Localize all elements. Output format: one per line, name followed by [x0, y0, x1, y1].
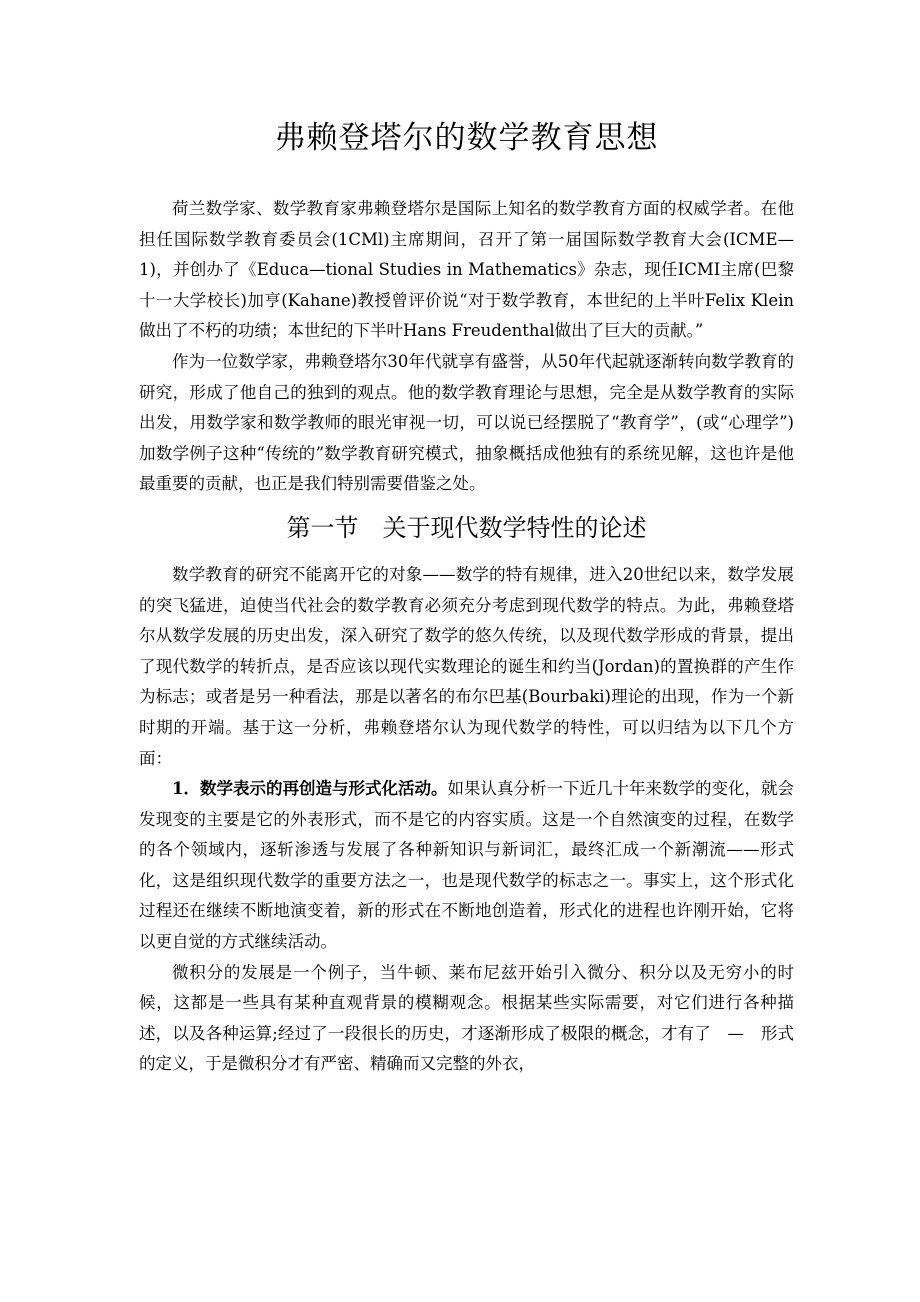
section-paragraph-1: 数学教育的研究不能离开它的对象——数学的特有规律，进入20世纪以来，数学发展的突飞猛进，迫使当代社会的数学教育必须充分考虑到现代数学的特点。为此，弗赖登塔尔从数学发展的历史出发，深入研究了数学的悠久传统，以及现代数学形成的背景，提出了现代数学的转折点，是否应该以现代实数理论的诞生和约当(Jordan)的置换群的产生作为标志；或者是另一种看法，那是以著名的布尔巴基(Bourbaki)理论的出现，作为一个新时期的开端。基于这一分析，弗赖登塔尔认为现代数学的特性，可以归结为以下几个方面： — [139, 564, 794, 768]
document-title: 弗赖登塔尔的数学教育思想 — [274, 120, 659, 156]
section-heading: 第一节 关于现代数学特性的论述 — [286, 513, 647, 542]
point-1-body: 如果认真分析一下近几十年来数学的变化，就会发现变的主要是它的外表形式，而不是它的内容实质。这是一个自然演变的过程，在数学的各个领域内，逐斩渗透与发展了各种新知识与新词汇，最终汇成一个新潮流——形式化，这是组织现代数学的重要方法之一，也是现代数学的标志之一。事实上，这个形式化过程还在继续不断地演变着，新的形式在不断地创造着，形式化的进程也许刚开始，它将以更自觉的方式继续活动。 — [139, 779, 795, 952]
section-point-1 — [139, 774, 794, 958]
intro-paragraph-1: 荷兰数学家、数学教育家弗赖登塔尔是国际上知名的数学教育方面的权威学者。在他担任国际数学教育委员会(1CMl)主席期间，召开了第一届国际数学教育大会(ICME—1)，并创办了《Educa—tional Studies in Mathematics》杂志，现任ICMI主席(巴黎十一大学校长)加亨(Kahane)教授曾评价说“对于数学教育，本世纪的上半叶Felix Klein做出了不朽的功绩；本世纪的下半叶Hans Freudenthal做出了巨大的贡献。” — [139, 199, 794, 341]
intro-paragraph-2: 作为一位数学家，弗赖登塔尔30年代就享有盛誉，从50年代起就逐渐转向数学教育的研究，形成了他自己的独到的观点。他的数学教育理论与思想，完全是从数学教育的实际出发，用数学家和数学教师的眼光审视一切，可以说已经摆脱了“教育学”，(或“心理学”)加数学例子这种“传统的”数学教育研究模式，抽象概括成他独有的系统见解，这也许是他最重要的贡献，也正是我们特别需要借鉴之处。 — [139, 351, 794, 494]
section-paragraph-3: 微积分的发展是一个例子，当牛顿、莱布尼兹开始引入微分、积分以及无穷小的时候，这都是一些具有某种直观背景的模糊观念。根据某些实际需要，对它们进行各种描述，以及各种运算;经过了一段很长的历史，才逐渐形成了极限的概念，才有了 — 形式的定义，于是微积分才有严密、精确而又完整的外衣， — [139, 962, 794, 1074]
point-1-lead: 1．数学表示的再创造与形式化活动。 — [172, 779, 448, 799]
